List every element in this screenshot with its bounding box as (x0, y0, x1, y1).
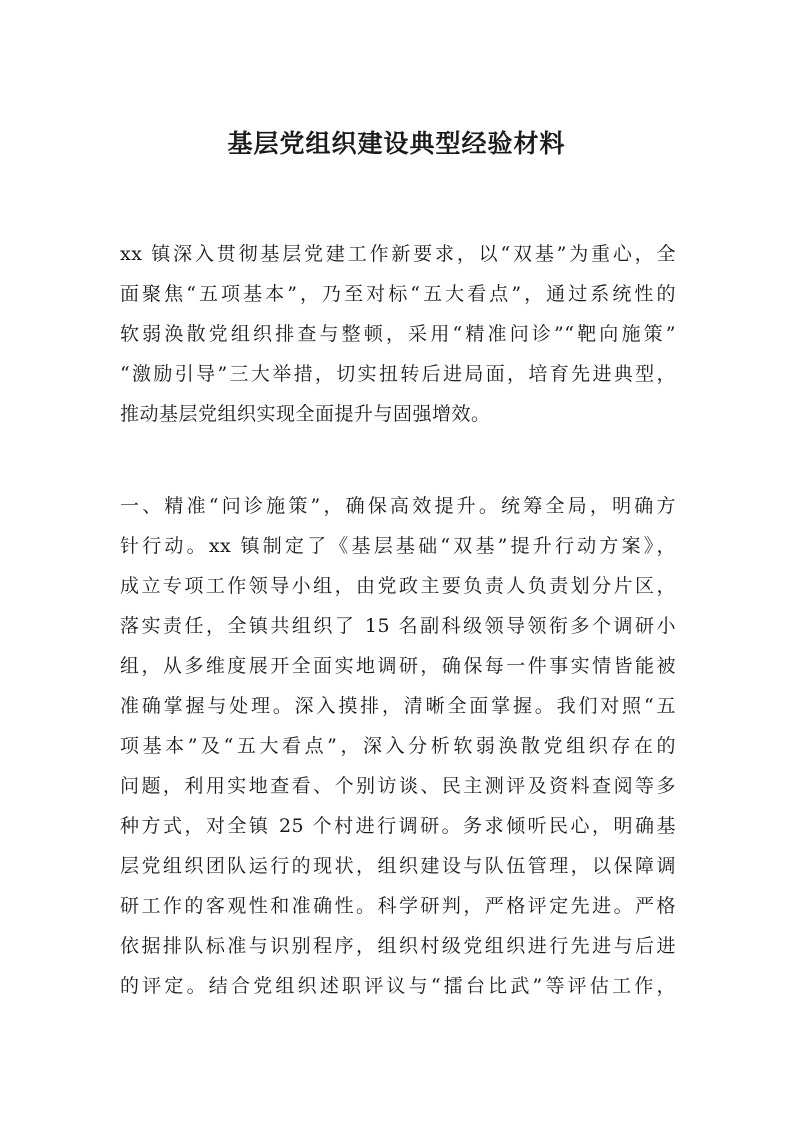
document-title: 基层党组织建设典型经验材料 (227, 129, 566, 158)
paragraph-line: “激励引导”三大举措，切实扭转后进局面，培育先进典型， (120, 363, 676, 385)
paragraph-line: 种方式，对全镇 25 个村进行调研。务求倾听民心，明确基 (120, 815, 676, 837)
paragraph-line: 问题，利用实地查看、个别访谈、民主测评及资料查阅等多 (120, 775, 676, 797)
paragraph-line: 针行动。xx 镇制定了《基层基础“双基”提升行动方案》， (120, 535, 676, 557)
paragraph-line: 的评定。结合党组织述职评议与“擂台比武”等评估工作， (120, 975, 676, 997)
paragraph-line: 成立专项工作领导小组，由党政主要负责人负责划分片区， (120, 575, 676, 597)
paragraph-line: 准确掌握与处理。深入摸排，清晰全面掌握。我们对照“五 (120, 695, 676, 717)
paragraph-line: 软弱涣散党组织排查与整顿，采用“精准问诊”“靶向施策” (120, 323, 676, 345)
paragraph-line: 项基本”及“五大看点”，深入分析软弱涣散党组织存在的 (120, 735, 676, 757)
paragraph-line: 落实责任，全镇共组织了 15 名副科级领导领衔多个调研小 (120, 615, 676, 637)
paragraph-line: 研工作的客观性和准确性。科学研判，严格评定先进。严格 (120, 895, 676, 917)
paragraph-line: 层党组织团队运行的现状，组织建设与队伍管理，以保障调 (120, 855, 676, 877)
paragraph-intro (120, 234, 676, 434)
paragraph-section-1 (120, 486, 676, 1006)
paragraph-line: 一、精准“问诊施策”，确保高效提升。统筹全局，明确方 (120, 495, 676, 517)
paragraph-line: xx 镇深入贯彻基层党建工作新要求，以“双基”为重心，全 (120, 243, 676, 265)
paragraph-line: 组，从多维度展开全面实地调研，确保每一件事实情皆能被 (120, 655, 676, 677)
paragraph-line: 推动基层党组织实现全面提升与固强增效。 (120, 403, 491, 425)
paragraph-line: 面聚焦“五项基本”，乃至对标“五大看点”，通过系统性的 (120, 283, 676, 305)
paragraph-line: 依据排队标准与识别程序，组织村级党组织进行先进与后进 (120, 935, 676, 957)
